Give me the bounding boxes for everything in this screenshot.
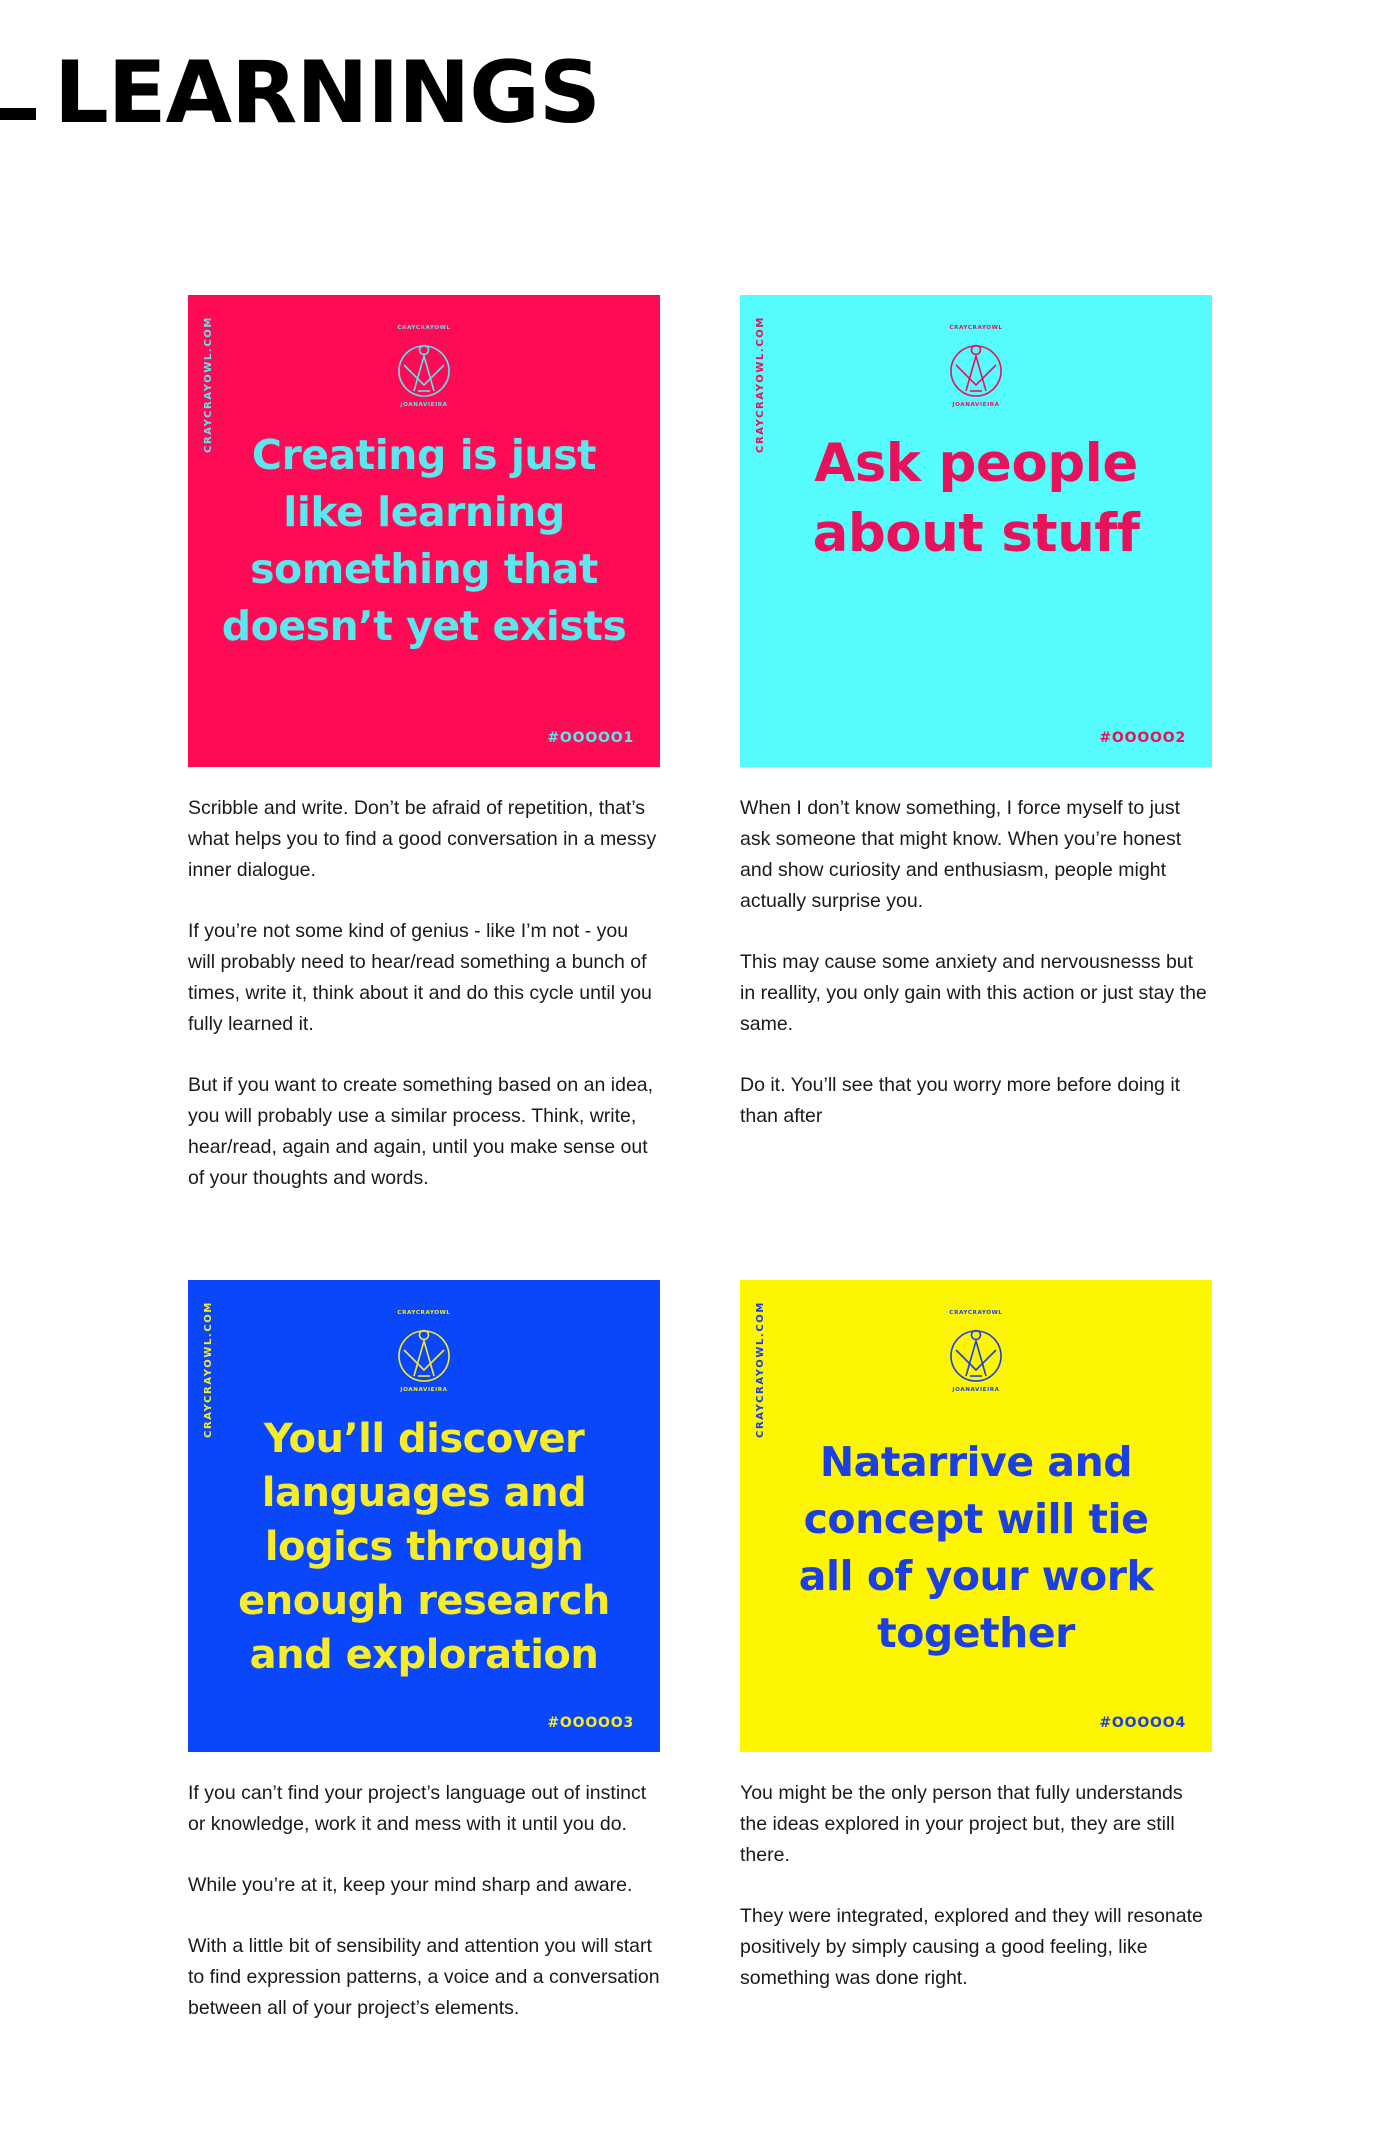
craycrayowl-logo: [944, 325, 1008, 411]
learning-card-2: [740, 295, 1212, 767]
card-quote: Natarrive and concept will tie all of your work together: [798, 1438, 1154, 1657]
side-url: CRAYCRAYOWL.COM: [203, 1301, 214, 1438]
craycrayowl-logo: [392, 325, 456, 411]
logo-brand-text: CRAYCRAYOWL: [397, 1310, 451, 1316]
card-quote: Ask people about stuff: [812, 433, 1140, 564]
craycrayowl-logo: [392, 1310, 456, 1396]
owl-logo-icon: [948, 339, 1004, 399]
description-paragraph: This may cause some anxiety and nervousnesss but in reallity, you only gain with this action or just stay the same.: [740, 951, 1207, 1035]
logo-brand-text: CRAYCRAYOWL: [949, 325, 1003, 331]
description-paragraph: But if you want to create something based on an idea, you will probably use a similar process. Think, write, hear/read, again and again, until you make sense out of your thoughts and words.: [188, 1074, 654, 1189]
owl-logo-icon: [948, 1324, 1004, 1384]
description-paragraph: While you’re at it, keep your mind sharp and aware.: [188, 1874, 633, 1896]
learning-block-2: [740, 295, 1212, 1132]
card-description: [740, 793, 1212, 1132]
description-paragraph: If you can’t find your project’s language out of instinct or knowledge, work it and mess with it until you do.: [188, 1782, 647, 1835]
logo-brand-text: CRAYCRAYOWL: [949, 1310, 1003, 1316]
description-paragraph: If you’re not some kind of genius - like I’m not - you will probably need to hear/read something a bunch of times, write it, think about it and do this cycle until you fully learned it.: [188, 920, 652, 1035]
description-paragraph: You might be the only person that fully understands the ideas explored in your project but, they are still there.: [740, 1782, 1183, 1866]
logo-author-text: JOANAVIEIRA: [400, 402, 448, 408]
description-paragraph: Scribble and write. Don’t be afraid of repetition, that’s what helps you to find a good conversation in a messy inner dialogue.: [188, 797, 657, 881]
card-description: [188, 793, 660, 1194]
logo-brand-text: CRAYCRAYOWL: [397, 325, 451, 331]
learning-card-4: [740, 1280, 1212, 1752]
learning-block-3: [188, 1280, 660, 2024]
logo-author-text: JOANAVIEIRA: [952, 1387, 1000, 1393]
side-url: CRAYCRAYOWL.COM: [203, 316, 214, 453]
owl-logo-icon: [396, 339, 452, 399]
description-paragraph: With a little bit of sensibility and attention you will start to find expression patterns, a voice and a conversation between all of your project’s elements.: [188, 1935, 660, 2019]
learning-card-1: [188, 295, 660, 767]
card-code: #OOOOO1: [547, 730, 634, 746]
logo-author-text: JOANAVIEIRA: [400, 1387, 448, 1393]
learning-block-1: [188, 295, 660, 1194]
logo-author-text: JOANAVIEIRA: [952, 402, 1000, 408]
card-code: #OOOOO3: [547, 1715, 634, 1731]
learning-block-4: [740, 1280, 1212, 1994]
card-description: [740, 1778, 1212, 1994]
craycrayowl-logo: [944, 1310, 1008, 1396]
side-url: CRAYCRAYOWL.COM: [755, 1301, 766, 1438]
page-title: LEARNINGS: [54, 43, 600, 143]
side-url: CRAYCRAYOWL.COM: [755, 316, 766, 453]
owl-logo-icon: [396, 1324, 452, 1384]
description-paragraph: They were integrated, explored and they will resonate positively by simply causing a good feeling, like something was done right.: [740, 1905, 1203, 1989]
title-underscore-bar: [0, 108, 36, 120]
description-paragraph: When I don’t know something, I force myself to just ask someone that might know. When you’re honest and show curiosity and enthusiasm, people might actually surprise you.: [740, 797, 1182, 912]
learning-card-3: [188, 1280, 660, 1752]
card-quote: Creating is just like learning something that doesn’t yet exists: [221, 431, 627, 650]
card-code: #OOOOO2: [1099, 730, 1186, 746]
card-quote: You’ll discover languages and logics through enough research and exploration: [238, 1416, 610, 1678]
description-paragraph: Do it. You’ll see that you worry more before doing it than after: [740, 1074, 1181, 1127]
card-description: [188, 1778, 660, 2024]
card-code: #OOOOO4: [1099, 1715, 1186, 1731]
